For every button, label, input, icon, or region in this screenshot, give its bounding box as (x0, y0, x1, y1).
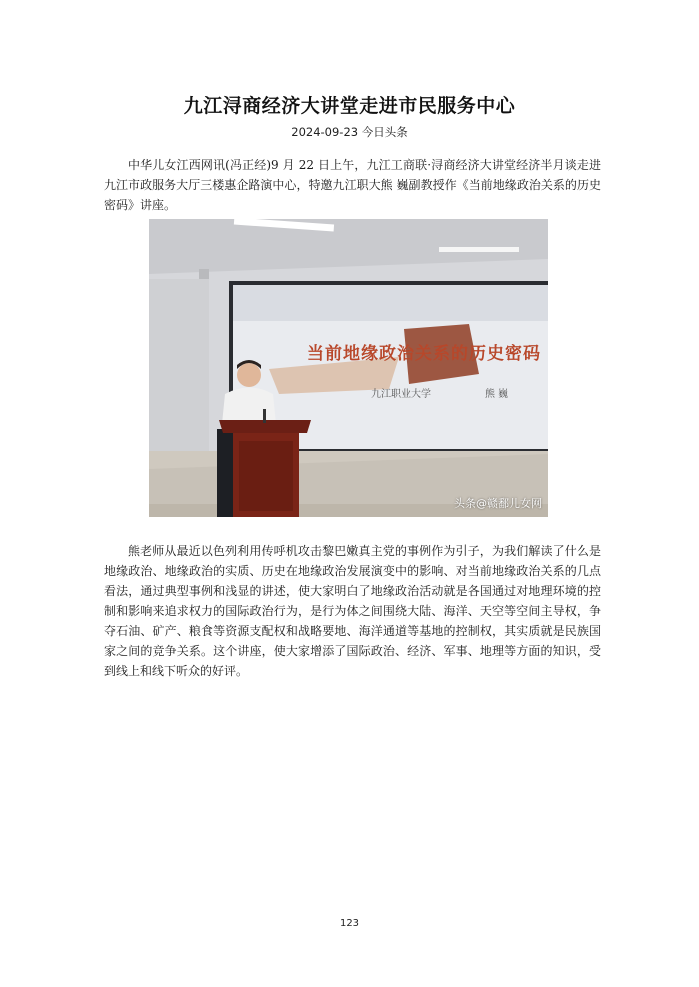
lecture-photo-scene (149, 219, 548, 517)
screen-speaker: 熊 巍 (485, 389, 509, 400)
article-paragraph-1: 中华儿女江西网讯(冯正经)9 月 22 日上午，九江工商联·浔商经济大讲堂经济半月谈走进九江市政服务大厅三楼惠企路演中心，特邀九江职大熊 巍副教授作《当前地缘政治关系的历史密码》讲座。 (104, 158, 601, 212)
article-date-source: 2024-09-23 今日头条 (291, 125, 408, 139)
photo-watermark: 头条@赣鄱儿女网 (454, 497, 542, 510)
screen-institution: 九江职业大学 (371, 389, 431, 400)
lecture-photo (149, 219, 548, 517)
page-number: 123 (339, 918, 360, 929)
screen-title: 当前地缘政治关系的历史密码 (307, 344, 541, 364)
article-paragraph-2: 熊老师从最近以色列利用传呼机攻击黎巴嫩真主党的事例作为引子，为我们解读了什么是地缘政治、地缘政治的实质、历史在地缘政治发展演变中的影响、对当前地缘政治关系的几点看法，通过典型事例和浅显的讲述，使大家明白了地缘政治活动就是各国通过对地理环境的控制和影响来追求权力的国际政治行为，是行为体之间围绕大陆、海洋、天空等空间主导权，争夺石油、矿产、粮食等资源支配权和战略要地、海洋通道等基地的控制权，其实质就是民族国家之间的竞争关系。这个讲座，使大家增添了国际政治、经济、军事、地理等方面的知识，受到线上和线下听众的好评。 (104, 544, 601, 678)
article-title: 九江浔商经济大讲堂走进市民服务中心 (183, 95, 516, 117)
